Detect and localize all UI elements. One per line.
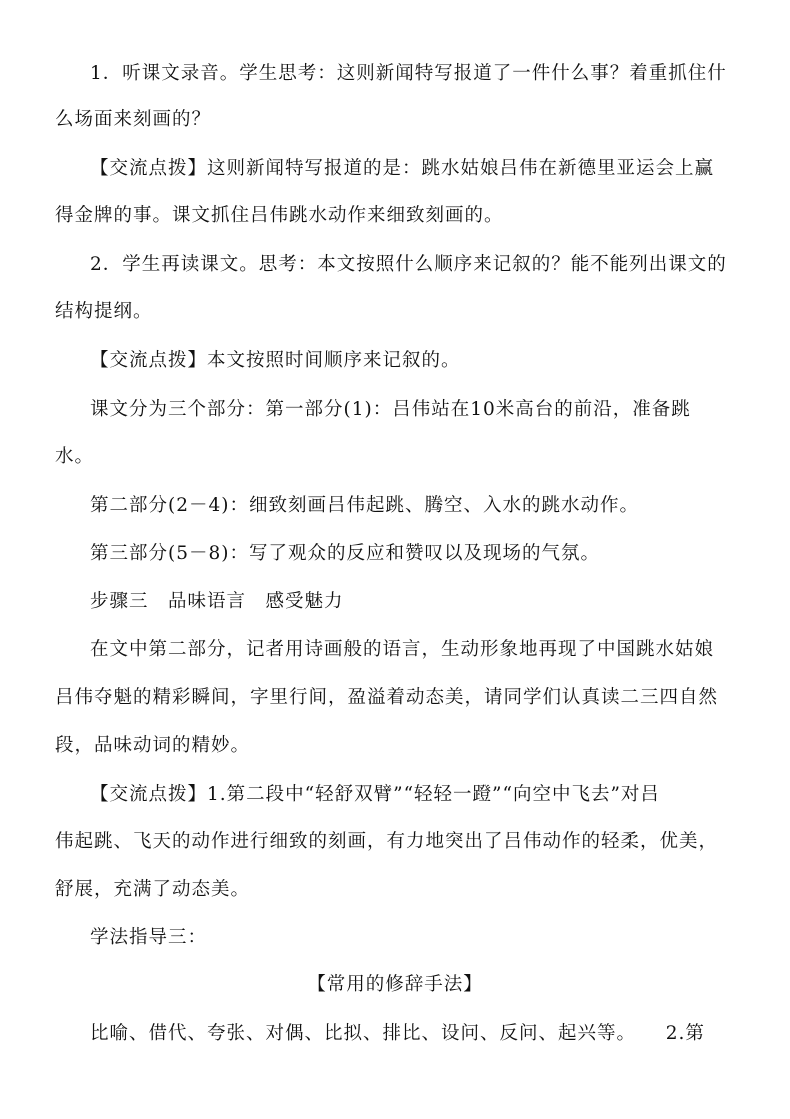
paragraph-line-17: 舒展，充满了动态美。 [55, 879, 251, 900]
paragraph-line-2: 么场面来刻画的？ [55, 109, 212, 130]
paragraph-line-4: 得金牌的事。课文抓住吕伟跳水动作来细致刻画的。 [55, 205, 504, 226]
paragraph-line-9: 水。 [55, 446, 95, 467]
paragraph-line-14: 段，品味动词的精妙。 [55, 735, 251, 756]
paragraph-line-1: 1．听课文录音。学生思考：这则新闻特写报道了一件什么事？着重抓住什 [90, 63, 727, 84]
paragraph-line-11: 第三部分(5－8)：写了观众的反应和赞叹以及现场的气氛。 [90, 543, 600, 564]
paragraph-line-18: 学法指导三： [90, 927, 208, 948]
paragraph-line-5: 2．学生再读课文。思考：本文按照什么顺序来记叙的？能不能列出课文的 [90, 254, 727, 275]
paragraph-line-15: 【交流点拨】1.第二段中“轻舒双臂”“轻轻一蹬”“向空中飞去”对吕 [90, 784, 660, 805]
paragraph-line-16: 伟起跳、飞天的动作进行细致的刻画，有力地突出了吕伟动作的轻柔，优美， [55, 831, 719, 852]
paragraph-line-13: 吕伟夺魁的精彩瞬间，字里行间，盈溢着动态美，请同学们认真读二三四自然 [55, 687, 719, 708]
paragraph-line-6: 结构提纲。 [55, 301, 153, 322]
paragraph-line-3: 【交流点拨】这则新闻特写报道的是：跳水姑娘吕伟在新德里亚运会上赢 [90, 158, 715, 179]
paragraph-line-7: 【交流点拨】本文按照时间顺序来记叙的。 [90, 350, 461, 371]
paragraph-line-19: 比喻、借代、夸张、对偶、比拟、排比、设问、反问、起兴等。 2.第 [90, 1023, 705, 1044]
section-heading: 步骤三 品味语言 感受魅力 [90, 591, 344, 612]
paragraph-line-8: 课文分为三个部分：第一部分(1)：吕伟站在10米高台的前沿，准备跳 [90, 399, 691, 420]
paragraph-line-10: 第二部分(2－4)：细致刻画吕伟起跳、腾空、入水的跳水动作。 [90, 495, 639, 516]
rhetoric-heading: 【常用的修辞手法】 [307, 974, 483, 995]
paragraph-line-12: 在文中第二部分，记者用诗画般的语言，生动形象地再现了中国跳水姑娘 [90, 639, 715, 660]
